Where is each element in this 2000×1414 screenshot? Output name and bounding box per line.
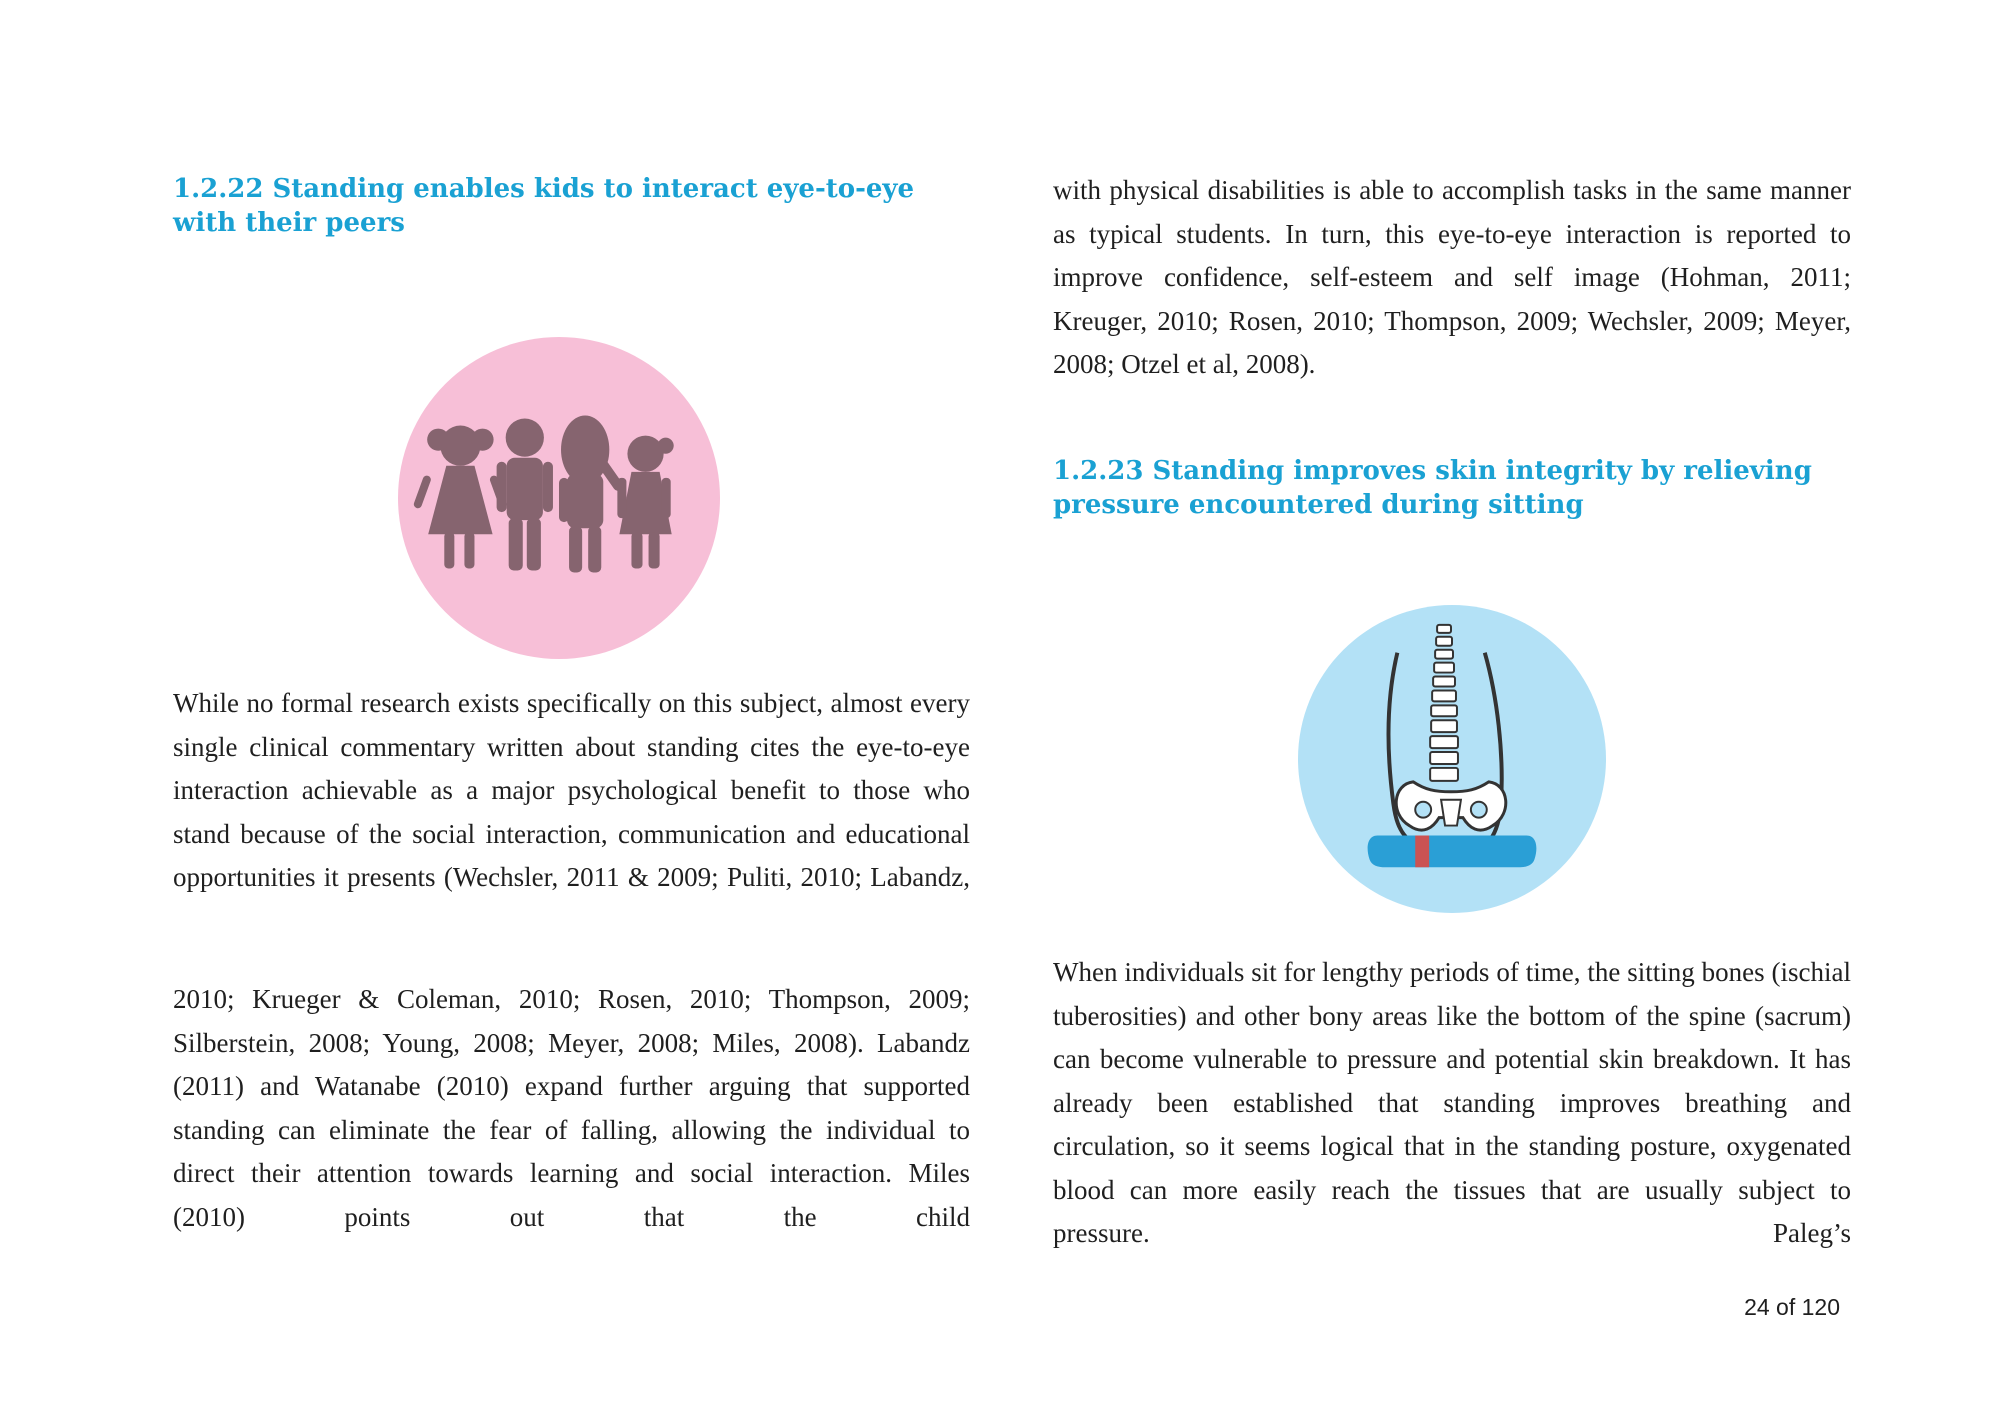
section-heading-1-2-23: 1.2.23 Standing improves skin integrity by relieving pressure encountered during sitting [1053,456,1812,520]
page-number: 24 of 120 [1744,1294,1840,1320]
paragraph-right-1: with physical disabilities is able to accomplish tasks in the same manner as typical students. In turn, this eye-to-eye interaction is reported to improve confidence, self-esteem and self image (Hohman, 2011; Kreuger, 2010; Rosen, 2010; Thompson, 2009; Wechsler, 2009; Meyer, 2008; Otzel et al, 2008). [1053,175,1851,379]
section-heading-1-2-22: 1.2.22 Standing enables kids to interact eye-to-eye with their peers [173,174,915,238]
paragraph-left-1: While no formal research exists specifically on this subject, almost every single clinical commentary written about standing cites the eye-to-eye interaction achievable as a major psychological benefit to those who stand because of the social interaction, communication and educational opportunities it presents (Wechsler, 2011 & 2009; Puliti, 2010; Labandz, [173,688,970,892]
spine-pelvis-seated-icon [1298,605,1606,913]
paragraph-right-2: When individuals sit for lengthy periods of time, the sitting bones (ischial tuberosities) and other bony areas like the bottom of the spine (sacrum) can become vulnerable to pressure and potential skin breakdown. It has already been established that standing improves breathing and circulation, so it seems logical that in the standing posture, oxygenated blood can more easily reach the tissues that are usually subject to pressure. Paleg’s [1053,957,1851,1248]
paragraph-left-2: 2010; Krueger & Coleman, 2010; Rosen, 2010; Thompson, 2009; Silberstein, 2008; Young, 2008; Meyer, 2008; Miles, 2008). Labandz (2011) and Watanabe (2010) expand further arguing that supported standing can eliminate the fear of falling, allowing the individual to direct their attention towards learning and social interaction. Miles (2010) points out that the child [173,984,970,1232]
children-silhouette-icon [398,337,720,659]
